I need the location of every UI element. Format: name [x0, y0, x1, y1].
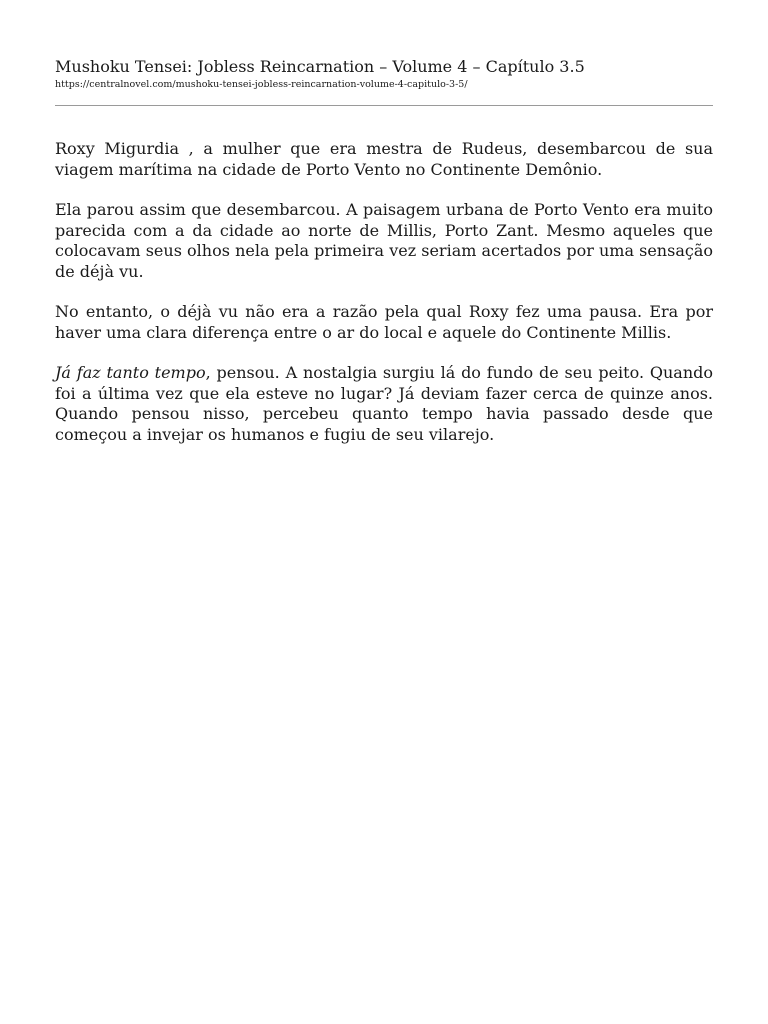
paragraph-2: Ela parou assim que desembarcou. A paisagem urbana de Porto Vento era muito parecida com a da cidade ao norte de Millis, Porto Zant. Mesmo aqueles que colocavam seus olhos nela pela primeira vez seriam acertados por uma sensação de déjà vu. — [55, 200, 713, 281]
paragraph-4 — [55, 363, 713, 445]
chapter-body — [55, 139, 713, 445]
source-url: https://centralnovel.com/mushoku-tensei-jobless-reincarnation-volume-4-capitulo-3-5/ — [55, 79, 468, 90]
paragraph-3: No entanto, o déjà vu não era a razão pela qual Roxy fez uma pausa. Era por haver uma clara diferença entre o ar do local e aquele do Continente Millis. — [55, 302, 713, 342]
paragraph-4-text: , pensou. A nostalgia surgiu lá do fundo de seu peito. Quando foi a última vez que ela esteve no lugar? Já deviam fazer cerca de quinze anos. Quando pensou nisso, percebeu quanto tempo havia passado desde que começou a invejar os humanos e fugiu de seu vilarejo. — [55, 363, 714, 444]
paragraph-1: Roxy Migurdia , a mulher que era mestra de Rudeus, desembarcou de sua viagem marítima na cidade de Porto Vento no Continente Demônio. — [55, 139, 713, 179]
document-title: Mushoku Tensei: Jobless Reincarnation – Volume 4 – Capítulo 3.5 — [55, 57, 585, 76]
italic-thought: Já faz tanto tempo — [55, 363, 206, 382]
document-page — [55, 0, 713, 465]
header-divider — [55, 105, 713, 106]
